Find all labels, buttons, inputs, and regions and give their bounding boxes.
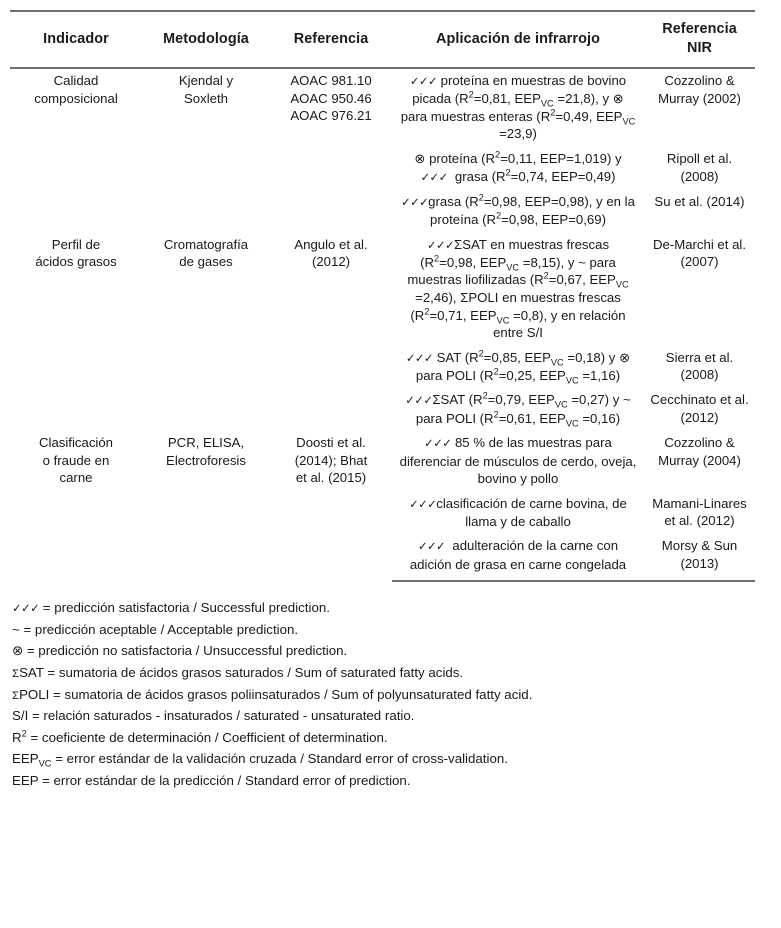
cell-aplicacion-1c: ✓✓✓grasa ($R^2=0,98$, EEP=0,98), y en la proteína ($R^2=0,98$, EEP=0,69): [401, 192, 635, 228]
column-header-referencia-nir-line1: Referencia: [662, 21, 737, 37]
cell-referencia-nir-2a: De-Marchi et al. (2007): [652, 236, 747, 270]
superscript-2: 2: [434, 253, 440, 264]
success-symbol: ✓✓✓: [426, 239, 455, 252]
cell-aplicacion-1a: ✓✓✓ proteína en muestras de bovino picada ($R^2=0,81$, $EEP_{VC} =21,8$), y ⊗ para muestras enteras ($R^2=0,49$, $EEP_{VC} =23,9$): [400, 73, 636, 142]
cell-referencia-doosti: [270, 431, 392, 581]
legend-item-acceptable: ~ = predicción aceptable / Acceptable prediction.: [12, 621, 299, 637]
table-row: [10, 233, 755, 346]
indicador-line1: Perfil de: [51, 236, 101, 252]
cell-referencia-angulo: [270, 233, 392, 432]
sum-sat-symbol: Σ: [12, 668, 20, 680]
legend-item-sum-sat: ΣSAT = sumatoria de ácidos grasos saturados / Sum of saturated fatty acids.: [12, 665, 464, 680]
metodologia-line2: de gases: [179, 254, 233, 270]
success-symbol: ✓✓✓: [417, 541, 446, 554]
cell-referencia-nir-3a: Cozzolino & Murray (2004): [658, 435, 741, 468]
acceptable-symbol: ~: [623, 392, 631, 408]
cell-indicador-clasificacion: [10, 431, 142, 581]
superscript-2: 2: [543, 271, 549, 282]
cell-metodologia-pcr: [142, 431, 270, 581]
superscript-2: 2: [493, 366, 499, 377]
cell-referencia-nir-3c: Morsy & Sun (2013): [644, 534, 755, 581]
legend-item-unsuccessful: ⊗ = predicción no satisfactoria / Unsuccessful prediction.: [12, 643, 348, 659]
table-body: [10, 68, 755, 581]
referencia-line3: et al. (2015): [295, 470, 367, 486]
metodologia-line2: Soxleth: [184, 90, 228, 106]
indicador-line1: Clasificación: [38, 435, 114, 451]
legend-item-success: ✓✓✓ = predicción satisfactoria / Successful prediction.: [12, 600, 330, 616]
superscript-2: 2: [495, 149, 501, 160]
legend-item-sum-poli: ΣPOLI = sumatoria de ácidos grasos poliinsaturados / Sum of polyunsaturated fatty acid.: [12, 686, 533, 702]
cell-aplicacion-3a: ✓✓✓ 85 % de las muestras para diferenciar de músculos de cerdo, oveja, bovino y pollo: [399, 435, 637, 487]
cell-referencia-nir-2c: Cecchinato et al. (2012): [650, 392, 749, 425]
cell-indicador-calidad: [10, 68, 142, 233]
cell-aplicacion-2c: ✓✓✓ΣSAT ($R^2=0,79$, $EEP_{VC} =0,27$) y ~ para POLI ($R^2=0,61$, $EEP_{VC} =0,16$): [405, 391, 631, 429]
subscript-vc: VC: [38, 758, 52, 769]
subscript-vc: VC: [622, 116, 636, 127]
table-header-row: [10, 11, 755, 68]
cell-metodologia-kjendal: [142, 68, 270, 233]
referencia-line1: AOAC 981.10: [290, 73, 372, 89]
superscript-2: 2: [478, 192, 484, 203]
superscript-2: 2: [496, 210, 502, 221]
metodologia-line1: PCR, ELISA,: [167, 435, 245, 451]
subscript-vc: VC: [615, 280, 629, 291]
superscript-2: 2: [493, 409, 499, 420]
cell-aplicacion-2a: ✓✓✓ΣSAT en muestras frescas ($R^2=0,98$, $EEP_{VC} =8,15$), y ~ para muestras liofilizadas ($R^2=0,67$, $EEP_{VC} =2,46$), ΣPOLI en muestras frescas ($R^2=0,71$, $EEP_{VC} =0,8$), y en relación entre S/I: [407, 236, 629, 341]
column-header-indicador: Indicador: [10, 11, 142, 68]
success-symbol: ✓✓✓: [12, 603, 40, 616]
superscript-2: 2: [468, 89, 474, 100]
success-symbol: ✓✓✓: [405, 352, 433, 365]
success-symbol: ✓✓✓: [409, 498, 437, 511]
referencia-line3: AOAC 976.21: [290, 108, 372, 124]
cell-indicador-perfil: [10, 233, 142, 432]
superscript-2: 2: [478, 348, 484, 359]
legend-item-r2: $R^2$ = coeficiente de determinación / Coefficient of determination.: [12, 728, 388, 745]
cell-aplicacion-1b: ⊗ proteína ($R^2=0,11$, EEP=1,019) y ✓✓✓ grasa ($R^2=0,74$, EEP=0,49): [414, 149, 622, 184]
indicador-line1: Calidad: [53, 73, 99, 89]
column-header-referencia: Referencia: [270, 11, 392, 68]
cell-referencia-nir-2b: Sierra et al. (2008): [665, 349, 734, 383]
success-symbol: ✓✓✓: [409, 76, 437, 89]
table-header: [10, 11, 755, 68]
cell-referencia-nir-1b: Ripoll et al. (2008): [666, 150, 733, 184]
acceptable-symbol: ~: [12, 621, 20, 637]
referencia-line1: Angulo et al.: [294, 236, 368, 252]
subscript-vc: VC: [565, 418, 579, 429]
acceptable-symbol: ~: [578, 254, 586, 270]
success-symbol: ✓✓✓: [420, 171, 448, 184]
legend-item-eep: EEP = error estándar de la predicción / Standard error of prediction.: [12, 772, 411, 788]
legend-item-si-ratio: S/I = relación saturados - insaturados / saturated - unsaturated ratio.: [12, 708, 415, 724]
indicador-line2: ácidos grasos: [35, 254, 117, 270]
cell-referencia-nir-3b: Mamani-Linares et al. (2012): [652, 495, 747, 529]
cell-metodologia-cromatografia: [142, 233, 270, 432]
superscript-2: 2: [550, 107, 556, 118]
subscript-vc: VC: [565, 375, 579, 386]
subscript-vc: VC: [506, 262, 520, 273]
indicador-line2: composicional: [34, 90, 118, 106]
unsuccessful-symbol: ⊗: [12, 643, 24, 659]
sum-poli-symbol: ΣPOLI: [460, 289, 499, 305]
column-header-referencia-nir: [644, 11, 755, 68]
success-symbol: ✓✓✓: [424, 438, 452, 451]
superscript-2: 2: [21, 728, 27, 739]
unsuccessful-symbol: ⊗: [414, 150, 426, 166]
superscript-2: 2: [505, 167, 511, 178]
cell-aplicacion-3c: ✓✓✓ adulteración de la carne con adición de grasa en carne congelada: [392, 534, 644, 581]
cell-aplicacion-3b: ✓✓✓clasificación de carne bovina, de llama y de caballo: [409, 495, 627, 529]
table-legend: [12, 597, 767, 791]
column-header-metodologia: Metodología: [142, 11, 270, 68]
success-symbol: ✓✓✓: [405, 395, 433, 408]
sum-poli-symbol: Σ: [12, 689, 20, 702]
table-row: [10, 68, 755, 147]
metodologia-line1: Kjendal y: [178, 73, 234, 89]
legend-item-eepvc: $EEP_{VC}$ = error estándar de la validación cruzada / Standard error of cross-validation.: [12, 751, 508, 769]
table-row: [10, 431, 755, 491]
metodologia-line1: Cromatografía: [163, 236, 249, 252]
referencia-line2: (2012): [311, 254, 351, 270]
column-header-aplicacion: Aplicación de infrarrojo: [392, 11, 644, 68]
unsuccessful-symbol: ⊗: [619, 349, 631, 365]
nir-indicators-table: [10, 10, 755, 582]
unsuccessful-symbol: ⊗: [612, 91, 624, 107]
sum-sat-symbol: ΣSAT: [454, 236, 487, 252]
subscript-vc: VC: [550, 357, 564, 368]
referencia-line2: (2014); Bhat: [294, 452, 368, 468]
referencia-line1: Doosti et al.: [296, 435, 366, 451]
subscript-vc: VC: [554, 400, 568, 411]
indicador-line2: o fraude en: [42, 452, 110, 468]
cell-referencia-nir-1a: Cozzolino & Murray (2002): [658, 73, 741, 106]
sum-sat-symbol: ΣSAT: [432, 392, 465, 408]
subscript-vc: VC: [496, 315, 510, 326]
metodologia-line2: Electroforesis: [166, 452, 246, 468]
cell-referencia-nir-1c: Su et al. (2014): [654, 193, 745, 209]
referencia-line2: AOAC 950.46: [290, 90, 372, 106]
success-symbol: ✓✓✓: [401, 196, 429, 209]
cell-referencia-aoac: [270, 68, 392, 233]
column-header-referencia-nir-line2: NIR: [686, 40, 713, 57]
superscript-2: 2: [482, 391, 488, 402]
indicador-line3: carne: [59, 470, 93, 486]
superscript-2: 2: [424, 306, 430, 317]
subscript-vc: VC: [540, 98, 554, 109]
cell-aplicacion-2b: ✓✓✓ SAT ($R^2=0,85$, $EEP_{VC} =0,18$) y ⊗ para POLI ($R^2=0,25$, $EEP_{VC} =1,16$): [405, 348, 631, 386]
